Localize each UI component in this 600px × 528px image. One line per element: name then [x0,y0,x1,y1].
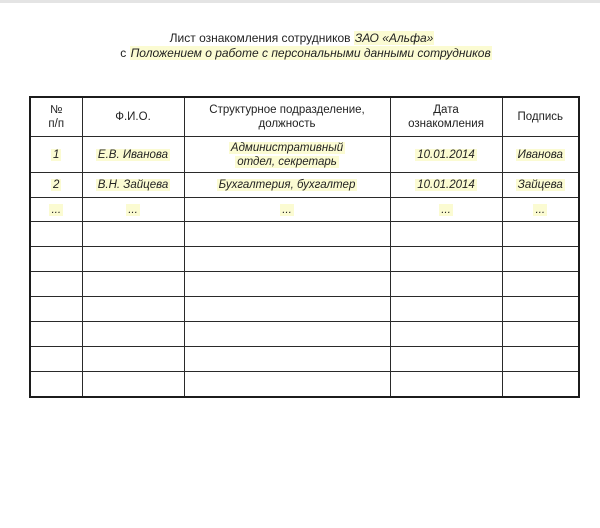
header-department-line2: должность [258,118,316,130]
empty-cell [184,247,390,272]
cell-number-value: 2 [53,179,60,191]
cell-signature-value: ... [535,203,546,216]
empty-cell [82,372,184,398]
empty-cell [390,322,502,347]
header-number [30,97,82,137]
cell-fio-value: ... [128,203,138,216]
page-top-edge [0,0,600,3]
cell-date-value: 10.01.2014 [417,148,475,161]
cell-date-value: 10.01.2014 [417,179,475,191]
cell-department [184,173,390,198]
cell-signature-value: Иванова [517,148,563,161]
header-date-line2: ознакомления [408,118,484,130]
header-signature: Подпись [502,97,579,137]
sheet-subtitle [0,46,600,60]
table-row [30,198,579,222]
cell-number [30,137,82,173]
document-name: Положением о работе с персональными данными сотрудников [130,46,491,60]
empty-cell [184,347,390,372]
empty-cell [390,247,502,272]
empty-cell [390,297,502,322]
cell-number [30,173,82,198]
cell-fio [82,137,184,173]
empty-cell [30,297,82,322]
empty-row [30,322,579,347]
empty-cell [82,247,184,272]
empty-cell [502,322,579,347]
cell-signature [502,137,579,173]
cell-department-value: Бухгалтерия, бухгалтер [218,179,356,191]
cell-signature [502,198,579,222]
empty-row [30,222,579,247]
empty-cell [82,297,184,322]
empty-row [30,347,579,372]
empty-cell [184,322,390,347]
empty-cell [82,222,184,247]
cell-date [390,137,502,173]
header-date [390,97,502,137]
empty-cell [502,222,579,247]
header-department [184,97,390,137]
empty-cell [502,297,579,322]
cell-department-line1: Административный [230,141,344,154]
empty-row [30,372,579,398]
empty-cell [30,272,82,297]
empty-cell [82,272,184,297]
cell-date [390,173,502,198]
cell-date-value: ... [441,203,451,216]
cell-number [30,198,82,222]
header-number-symbol: № [50,104,63,116]
empty-cell [390,372,502,398]
empty-row [30,297,579,322]
empty-cell [30,322,82,347]
empty-cell [502,372,579,398]
empty-cell [30,222,82,247]
empty-cell [184,372,390,398]
title-prefix: Лист ознакомления сотрудников [169,31,351,45]
empty-cell [502,347,579,372]
empty-cell [184,272,390,297]
table-header-row [30,97,579,137]
acknowledgement-table [29,96,580,398]
cell-fio [82,173,184,198]
cell-signature [502,173,579,198]
empty-cell [390,272,502,297]
empty-row [30,272,579,297]
header-fio: Ф.И.О. [82,97,184,137]
cell-fio [82,198,184,222]
empty-cell [82,347,184,372]
cell-fio-value: Е.В. Иванова [97,148,169,161]
cell-number-value: 1 [53,148,60,161]
table-row [30,137,579,173]
empty-cell [82,322,184,347]
header-date-line1: Дата [433,104,459,116]
sheet-title [0,31,600,45]
cell-department-line2: отдел, секретарь [237,155,337,168]
table-row [30,173,579,198]
header-department-line1: Структурное подразделение, [209,104,365,116]
cell-fio-value: В.Н. Зайцева [97,179,169,191]
empty-cell [390,347,502,372]
empty-cell [30,347,82,372]
empty-cell [502,272,579,297]
cell-signature-value: Зайцева [517,179,563,191]
empty-cell [30,247,82,272]
cell-department-value: ... [282,203,292,216]
cell-number-value: ... [51,203,62,216]
cell-department [184,137,390,173]
cell-department [184,198,390,222]
empty-cell [184,222,390,247]
empty-cell [390,222,502,247]
empty-cell [184,297,390,322]
company-name: ЗАО «Альфа» [354,31,434,45]
cell-date [390,198,502,222]
empty-row [30,247,579,272]
empty-cell [502,247,579,272]
header-number-abbrev: п/п [48,118,65,130]
subtitle-prefix: с [120,46,127,60]
empty-cell [30,372,82,398]
